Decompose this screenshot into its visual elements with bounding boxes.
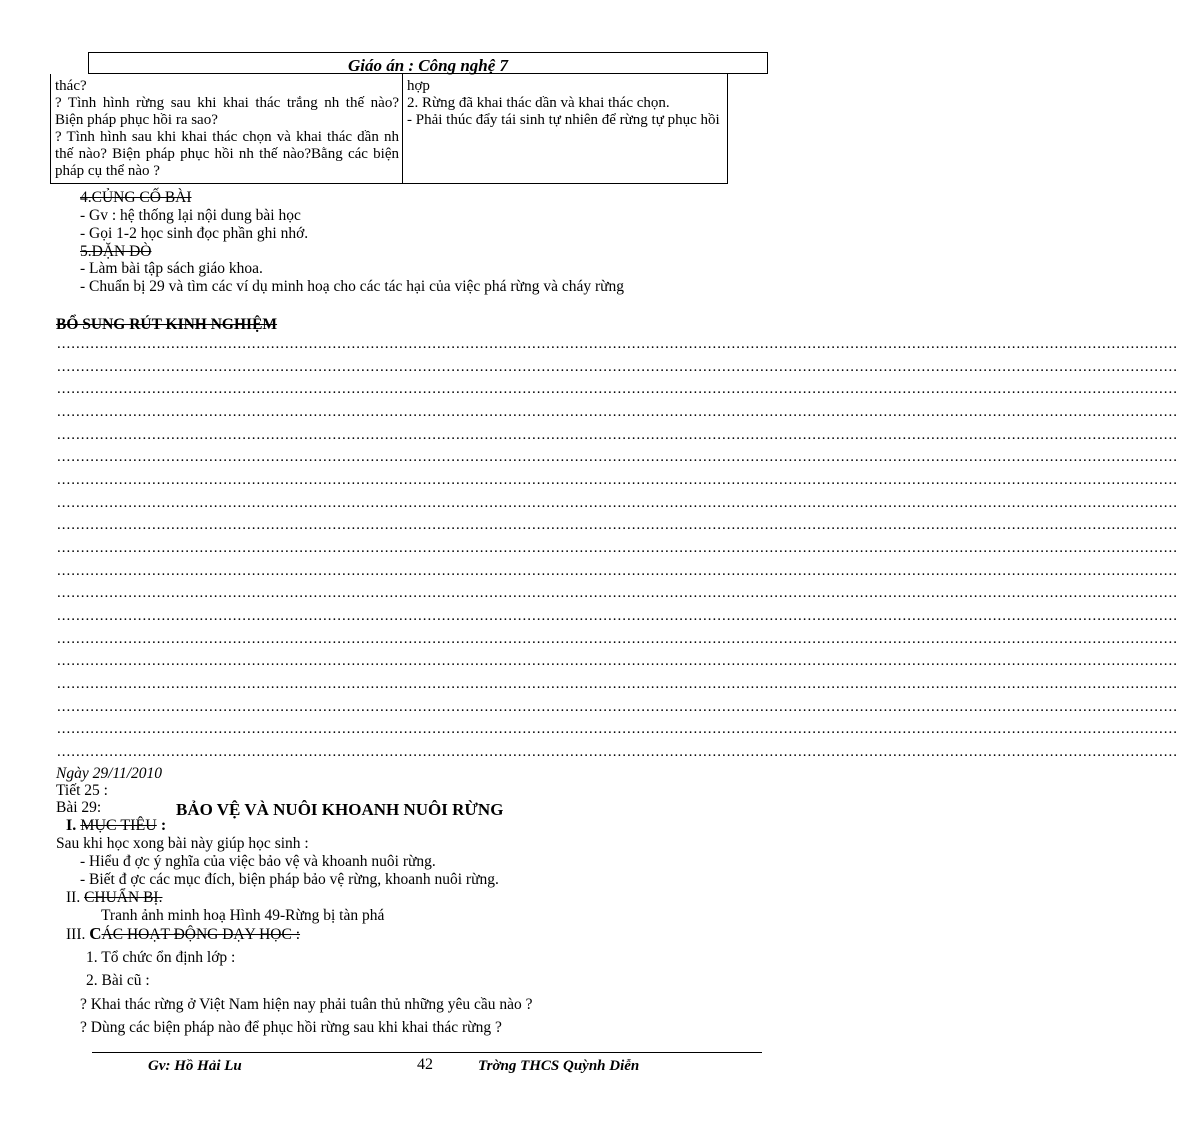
activity-item-4: ? Dùng các biện pháp nào để phục hồi rừng sau khi khai thác rừng ? bbox=[80, 1019, 502, 1036]
review-heading: 4.CỦNG CỐ BÀI bbox=[80, 189, 192, 206]
dotted-line: ............................................................................................................................................................................................................................................ bbox=[57, 404, 1178, 420]
preparation-heading: CHUẨN BỊ. bbox=[84, 889, 163, 906]
homework-heading: 5.DẶN DÒ bbox=[80, 243, 152, 260]
activities-heading: ÁC HOẠT ĐỘNG DẠY HỌC : bbox=[101, 926, 301, 943]
dotted-line: ............................................................................................................................................................................................................................................ bbox=[57, 540, 1178, 556]
left-line-2: ? Tình hình rừng sau khi khai thác trắng nh thế nào? Biện pháp phục hồi ra sao? bbox=[55, 95, 399, 128]
review-item-2: - Gọi 1-2 học sinh đọc phần ghi nhớ. bbox=[80, 225, 309, 242]
footer-rule bbox=[92, 1052, 762, 1053]
dotted-line: ............................................................................................................................................................................................................................................ bbox=[57, 585, 1178, 601]
right-line-1: hợp bbox=[407, 78, 430, 94]
activity-item-1: 1. Tổ chức ổn định lớp : bbox=[86, 949, 236, 966]
preparation-num: II. bbox=[66, 889, 81, 906]
homework-item-1: - Làm bài tập sách giáo khoa. bbox=[80, 260, 263, 277]
dotted-line: ............................................................................................................................................................................................................................................ bbox=[57, 631, 1178, 647]
activities-num: III. bbox=[66, 926, 86, 943]
header-title: Giáo án : Công nghệ 7 bbox=[347, 56, 509, 75]
table-divider bbox=[402, 74, 403, 183]
footer-teacher: Gv: Hồ Hải Lu bbox=[148, 1058, 242, 1074]
table-left-cell bbox=[55, 78, 399, 180]
dotted-line: ............................................................................................................................................................................................................................................ bbox=[57, 495, 1178, 511]
lesson-period: Tiết 25 : bbox=[56, 782, 108, 799]
objectives-colon: : bbox=[156, 817, 167, 834]
preparation-heading-line bbox=[66, 889, 162, 907]
activities-first-letter: C bbox=[89, 924, 102, 943]
dotted-line: ............................................................................................................................................................................................................................................ bbox=[57, 721, 1178, 737]
homework-item-2: - Chuẩn bị 29 và tìm các ví dụ minh hoạ cho các tác hại của việc phá rừng và cháy rừng bbox=[80, 278, 625, 295]
experience-heading: BỔ SUNG RÚT KINH NGHIỆM bbox=[56, 316, 278, 333]
dotted-line: ............................................................................................................................................................................................................................................ bbox=[57, 472, 1178, 488]
lesson-title: BẢO VỆ VÀ NUÔI KHOANH NUÔI RỪNG bbox=[176, 800, 504, 819]
objective-item-2: - Biết đ ợc các mục đích, biện pháp bảo vệ rừng, khoanh nuôi rừng. bbox=[80, 871, 499, 888]
right-line-2: 2. Rừng đã khai thác dần và khai thác chọn. bbox=[407, 95, 670, 111]
lesson-number: Bài 29: bbox=[56, 799, 102, 816]
left-line-1: thác? bbox=[55, 78, 87, 94]
dotted-line: ............................................................................................................................................................................................................................................ bbox=[57, 449, 1178, 465]
objectives-heading: MỤC TIÊU bbox=[80, 817, 157, 834]
objective-item-1: - Hiểu đ ợc ý nghĩa của việc bảo vệ và khoanh nuôi rừng. bbox=[80, 853, 436, 870]
dotted-line: ............................................................................................................................................................................................................................................ bbox=[57, 381, 1178, 397]
dotted-line: ............................................................................................................................................................................................................................................ bbox=[57, 699, 1178, 715]
dotted-line: ............................................................................................................................................................................................................................................ bbox=[57, 427, 1178, 443]
activities-heading-line bbox=[66, 925, 300, 944]
left-line-3: ? Tình hình sau khi khai thác chọn và khai thác dần nh thế nào? Biện pháp phục hồi nh thế nào?Bằng các biện pháp cụ thể nào ? bbox=[55, 129, 399, 179]
lesson-date: Ngày 29/11/2010 bbox=[56, 765, 163, 782]
objectives-intro: Sau khi học xong bài này giúp học sinh : bbox=[56, 835, 309, 852]
right-line-3: - Phải thúc đẩy tái sinh tự nhiên để rừng tự phục hồi bbox=[407, 112, 720, 128]
dotted-line: ............................................................................................................................................................................................................................................ bbox=[57, 336, 1178, 352]
footer-school: Trờng THCS Quỳnh Diễn bbox=[478, 1058, 640, 1074]
preparation-item: Tranh ảnh minh hoạ Hình 49-Rừng bị tàn phá bbox=[101, 907, 385, 924]
dotted-line: ............................................................................................................................................................................................................................................ bbox=[57, 359, 1178, 375]
objectives-heading-line bbox=[66, 817, 166, 835]
objectives-num: I. bbox=[66, 817, 77, 834]
table-right-cell bbox=[407, 78, 723, 129]
page-number: 42 bbox=[417, 1056, 433, 1073]
dotted-line: ............................................................................................................................................................................................................................................ bbox=[57, 563, 1178, 579]
dotted-line: ............................................................................................................................................................................................................................................ bbox=[57, 676, 1178, 692]
page-header bbox=[88, 52, 768, 74]
dotted-line: ............................................................................................................................................................................................................................................ bbox=[57, 517, 1178, 533]
dotted-line: ............................................................................................................................................................................................................................................ bbox=[57, 744, 1178, 760]
qa-table bbox=[50, 74, 728, 184]
activity-item-3: ? Khai thác rừng ở Việt Nam hiện nay phải tuân thủ những yêu cầu nào ? bbox=[80, 996, 533, 1013]
activity-item-2: 2. Bài cũ : bbox=[86, 972, 150, 989]
review-item-1: - Gv : hệ thống lại nội dung bài học bbox=[80, 207, 301, 224]
dotted-line: ............................................................................................................................................................................................................................................ bbox=[57, 653, 1178, 669]
dotted-line: ............................................................................................................................................................................................................................................ bbox=[57, 608, 1178, 624]
